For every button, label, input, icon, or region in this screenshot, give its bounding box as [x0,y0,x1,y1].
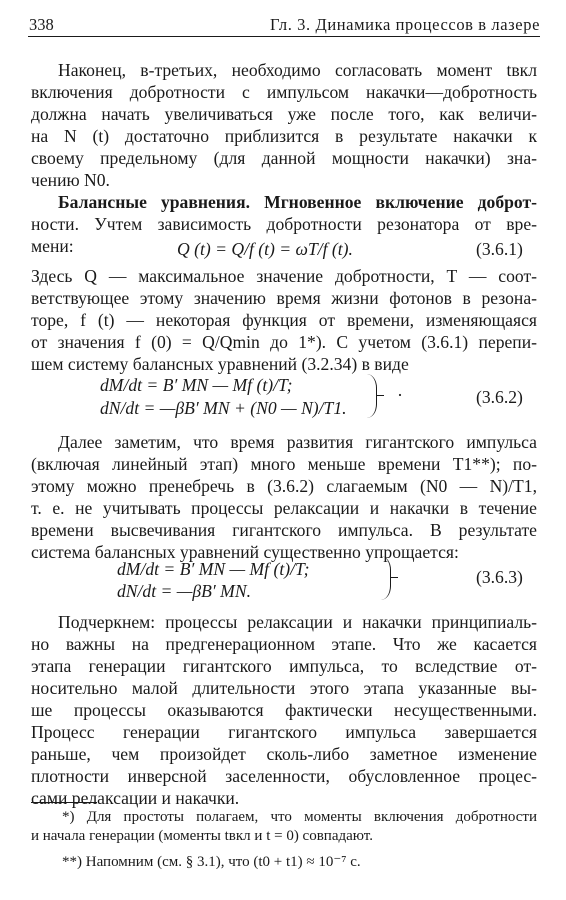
page-number: 338 [29,15,54,34]
equation-3-6-3-line2: dN/dt = —βB′ MN. [117,581,251,601]
text-line: включения добротности с импульсом накачки—добротность [31,82,537,102]
text-line: раньше, чем произойдет сколь-либо заметное изменение [31,744,537,764]
text-line: ности. Учтем зависимость добротности резонатора от вре- [31,214,537,234]
text-line: т. е. не учитывать процессы релаксации и накачки в течение [31,498,537,518]
equation-3-6-2-line2: dN/dt = —βB′ MN + (N0 — N)/T1. [100,398,347,418]
text-line: должна начать увеличиваться уже после того, как величи- [31,104,537,124]
text-line: система балансных уравнений существенно упрощается: [31,542,459,562]
text-line: Наконец, в-третьих, необходимо согласовать момент tвкл [58,60,537,80]
text-line: Здесь Q — максимальное значение добротности, T — соот- [31,266,537,286]
equation-3-6-2-line1: dM/dt = B′ MN — Mf (t)/T; [100,375,293,395]
text-line: плотности инверсной заселенности, обусловленное процес- [31,766,537,786]
brace-tip [391,577,398,580]
text-line: от значения f (0) = Q/Qmin до 1*). С учетом (3.6.1) перепи- [31,332,537,352]
text-line: но важны на предгенерационном этапе. Что же касается [31,634,537,654]
text-line: этому можно пренебречь в (3.6.2) слагаемым (N0 — N)/T1, [31,476,537,496]
text-line: своему предельному (для данной мощности накачки) зна- [31,148,537,168]
equation-number: (3.6.2) [476,387,523,407]
text-line: мени: [31,236,74,256]
text-line: Процесс генерации гигантского импульса завершается [31,722,537,742]
footnote-rule [31,802,97,803]
equation-number: (3.6.1) [476,239,523,259]
text-line: торе, f (t) — некоторая функция от времени, изменяющаяся [31,310,537,330]
equation-punctuation: · [397,385,403,405]
text-line: (включая линейный этап) много меньше времени T1**); по- [31,454,537,474]
footnote-1: *) Для простоты полагаем, что моменты включения добротности [62,809,537,825]
text-line: этапа генерации гигантского импульса, то вследствие от- [31,656,537,676]
equation-3-6-3-line1: dM/dt = B′ MN — Mf (t)/T; [117,559,310,579]
running-head [28,14,540,37]
text-line: ветствующее этому значению время жизни фотонов в резона- [31,288,537,308]
text-line: носительно малой длительности этого этапа указанные вы- [31,678,537,698]
text-line: Далее заметим, что время развития гигантского импульса [58,432,537,452]
text-line: ше процессы оказываются фактически несущественными. [31,700,537,720]
text-line: на N (t) достаточно приблизится в результате накачки к [31,126,537,146]
chapter-title: Гл. 3. Динамика процессов в лазере [269,15,540,34]
text-line: Подчеркнем: процессы релаксации и накачки принципиаль- [58,612,537,632]
text-line: шем систему балансных уравнений (3.2.34) в виде [31,354,409,374]
text-line: времени высвечивания гигантского импульса. В результате [31,520,537,540]
equation-3-6-1: Q (t) = Q/f (t) = ωT/f (t). [177,239,353,259]
brace [378,556,391,600]
section-heading: Балансные уравнения. Мгновенное включение доброт- [58,192,537,212]
footnote-1-cont: и начала генерации (моменты tвкл и t = 0) совпадают. [31,828,373,844]
text-line: сами релаксации и накачки. [31,788,240,808]
brace [364,374,377,418]
brace-tip [377,395,384,398]
equation-number: (3.6.3) [476,567,523,587]
text-line: чению N0. [31,170,110,190]
footnote-2: **) Напомним (см. § 3.1), что (t0 + t1) ≈ 10⁻⁷ с. [62,854,361,870]
